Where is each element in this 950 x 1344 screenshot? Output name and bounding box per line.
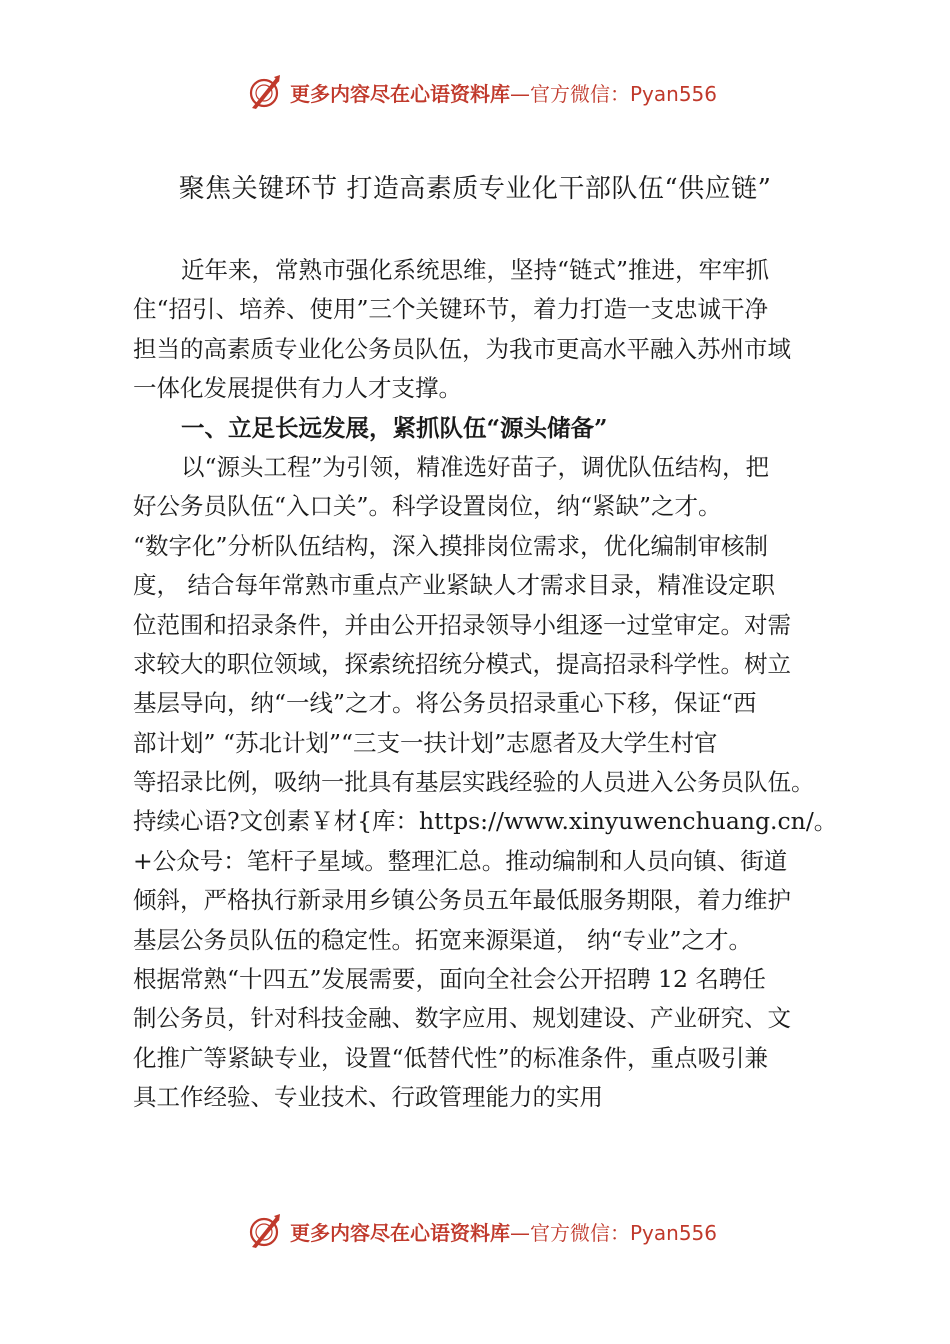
- paragraph-line: 部计划” “苏北计划”“三支一扶计划”志愿者及大学生村官: [133, 728, 718, 757]
- paragraph-line: 住“招引、培养、使用”三个关键环节，着力打造一支忠诚干净: [133, 295, 769, 324]
- paragraph-line: 担当的高素质专业化公务员队伍，为我市更高水平融入苏州市域: [133, 334, 791, 363]
- paragraph-line: 好公务员队伍“入口关”。科学设置岗位，纳“紧缺”之才。: [133, 492, 722, 521]
- paragraph-line: 等招录比例，吸纳一批具有基层实践经验的人员进入公务员队伍。: [133, 768, 815, 797]
- paragraph-line: 制公务员，针对科技金融、数字应用、规划建设、产业研究、文: [133, 1004, 791, 1033]
- paragraph-line: “数字化”分析队伍结构，深入摸排岗位需求，优化编制审核制: [133, 531, 769, 560]
- paragraph-line: +公众号：笔杆子星域。整理汇总。推动编制和人员向镇、街道: [133, 846, 788, 875]
- paragraph-line: 近年来，常熟市强化系统思维，坚持“链式”推进，牢牢抓: [181, 256, 770, 284]
- paragraph-line: 化推广等紧缺专业，设置“低替代性”的标准条件，重点吸引兼: [133, 1043, 769, 1072]
- banner-wechat-text: —官方微信：Pyan556: [510, 1220, 718, 1245]
- paragraph-line: 一体化发展提供有力人才支撑。: [133, 374, 462, 403]
- paragraph-line: 倾斜，严格执行新录用乡镇公务员五年最低服务期限，着力维护: [133, 886, 791, 915]
- paragraph-line: 求较大的职位领域，探索统招统分模式，提高招录科学性。树立: [133, 649, 791, 678]
- footer-watermark-banner: [0, 1211, 950, 1251]
- paragraph-line: 基层导向，纳“一线”之才。将公务员招录重心下移，保证“西: [133, 689, 757, 718]
- document-body: [133, 251, 868, 1118]
- paragraph-line: 根据常熟“十四五”发展需要，面向全社会公开招聘 12 名聘任: [133, 965, 766, 994]
- paragraph-line: 以“源头工程”为引领，精准选好苗子，调优队伍结构，把: [181, 452, 770, 481]
- paragraph-line: 持续心语?文创素￥材{库：https://www.xinyuwenchuang.cn/。: [133, 807, 838, 836]
- brand-logo-icon: [246, 1211, 286, 1251]
- banner-library-text: 更多内容尽在心语资料库: [290, 1220, 510, 1245]
- section-heading: 一、立足长远发展，紧抓队伍“源头储备”: [181, 413, 608, 442]
- paragraph-line: 度， 结合每年常熟市重点产业紧缺人才需求目录，精准设定职: [133, 571, 775, 600]
- banner-library-text: 更多内容尽在心语资料库: [290, 81, 510, 106]
- document-title: 聚焦关键环节 打造高素质专业化干部队伍“供应链”: [178, 174, 772, 204]
- header-watermark-banner: [0, 72, 950, 112]
- paragraph-line: 位范围和招录条件，并由公开招录领导小组逐一过堂审定。对需: [133, 610, 791, 639]
- paragraph-line: 具工作经验、专业技术、行政管理能力的实用: [133, 1083, 603, 1112]
- brand-logo-icon: [246, 72, 286, 112]
- paragraph-line: 基层公务员队伍的稳定性。拓宽来源渠道， 纳“专业”之才。: [133, 925, 752, 954]
- banner-wechat-text: —官方微信：Pyan556: [510, 81, 718, 106]
